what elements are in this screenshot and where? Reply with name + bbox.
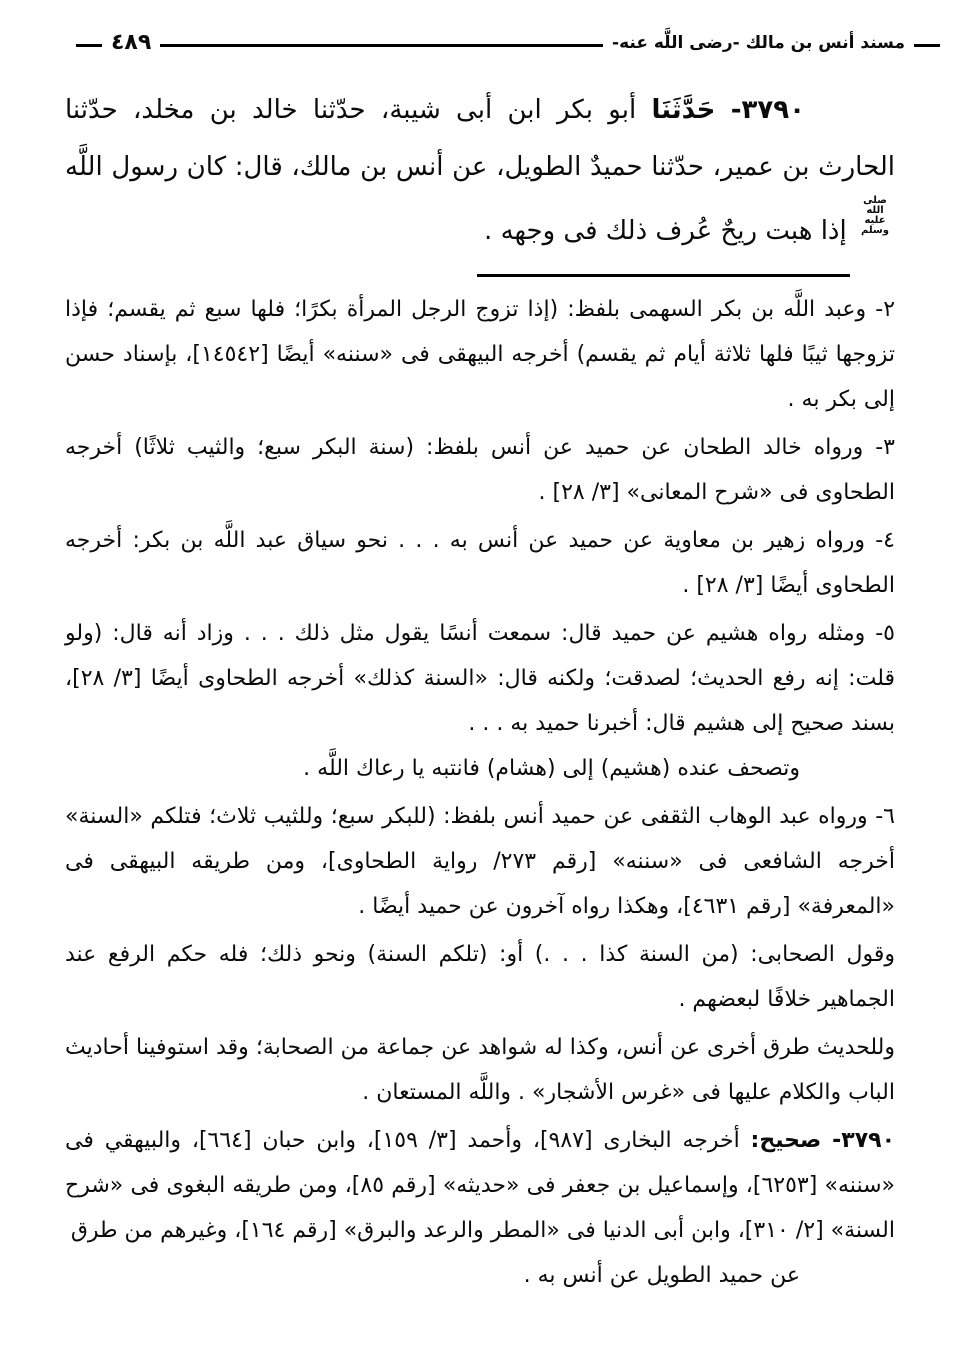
takhrij-last-line: عن حميد الطويل عن أنس به . [523,1263,800,1288]
hadith-opener: حَدَّثَنَا [651,95,716,125]
takhrij-grade-sahih: صحيح: [750,1128,822,1153]
page-content [0,82,960,1298]
footnote-number: ٥- [875,621,895,646]
footnote-text: وعبد اللَّه بن بكر السهمى بلفظ: (إذا تزوج الرجل المرأة بكرًا؛ فلها سبع ثم يقسم؛ فإذا تزوجها ثيبًا فلها ثلاثة أيام ثم يقسم) أخرجه البيهقى فى «سننه» أيضًا [١٤٥٤٢]، بإسناد حسن إلى بكر به . [65,297,895,412]
header-dash-left [76,44,102,47]
hadith-number: ٣٧٩٠- [730,95,805,125]
footnote-number: ٦- [875,804,895,829]
hadith-matn-text: إذا هبت ريحٌ عُرف ذلك فى وجهه . [484,216,847,246]
running-header [0,0,960,58]
footnote-number: ٢- [875,297,896,322]
prophet-honorific-mark: صلى الله عليه وسلم [861,195,889,236]
footnote-text: وللحديث طرق أخرى عن أنس، وكذا له شواهد عن جماعة من الصحابة؛ وقد استوفينا أحاديث الباب والكلام عليها فى «غرس الأشجار» . واللَّه المستعان . [65,1035,895,1105]
footnote-text: ومثله رواه هشيم عن حميد قال: سمعت أنسًا يقول مثل ذلك . . . وزاد أنه قال: (ولو قلت: إنه رفع الحديث؛ لصدقت؛ ولكنه قال: «السنة كذلك» أخرجه الطحاوى أيضًا [٣/ ٢٨]، بسند صحيح إلى هشيم قال: أخبرنا حميد به . . . [65,621,895,736]
footnote-item-3 [65,425,895,515]
footnote-text: ورواه زهير بن معاوية عن حميد عن أنس به . . . نحو سياق عبد اللَّه بن بكر: أخرجه الطحاوى أيضًا [٣/ ٢٨] . [65,528,895,598]
footnotes-section [65,287,895,1298]
footnote-text: ورواه عبد الوهاب الثقفى عن حميد أنس بلفظ: (للبكر سبع؛ وللثيب ثلاث؛ فتلكم «السنة» أخرجه الشافعى فى «سننه» [رقم ٢٧٣/ رواية الطحاوى]، ومن طريقه البيهقى فى «المعرفة» [رقم ٤٦٣١]، وهكذا رواه آخرون عن حميد أيضًا . [65,804,895,919]
footnote-item-2 [65,287,895,422]
footnote-item-4 [65,518,895,608]
footnote-number: ٤- [875,528,895,553]
takhrij-hadith-number: ٣٧٩٠- [832,1128,895,1153]
header-dash-right [914,44,940,47]
footnote-paragraph-companion-saying [65,932,895,1022]
footnote-text: وقول الصحابى: (من السنة كذا . . .) أو: (تلكم السنة) ونحو ذلك؛ فله حكم الرفع عند الجماهير خلافًا لبعضهم . [65,942,895,1012]
hadith-isnad-text: أبو بكر ابن أبى شيبة، حدّثنا خالد بن مخلد، حدّثنا الحارث بن عمير، حدّثنا حميدٌ الطويل، عن أنس بن مالك، قال: كان رسول اللَّه [65,95,895,182]
footnote-continuation-line: وتصحف عنده (هشيم) إلى (هشام) فانتبه يا رعاك اللَّه . [303,756,800,781]
footnote-item-6 [65,794,895,929]
takhrij-text: أخرجه البخارى [٩٨٧]، وأحمد [٣/ ١٥٩]، وابن حبان [٦٦٤]، والبيهقي فى «سننه» [٦٢٥٣]، وإسماعيل بن جعفر فى «حديثه» [رقم ٨٥]، ومن طريقه البغوى فى «شرح السنة» [٢/ ٣١٠]، وابن أبى الدنيا فى «المطر والرعد والبرق» [رقم ١٦٤]، وغيرهم من طرق [65,1128,895,1243]
footnote-separator [477,274,850,277]
footnote-item-5 [65,611,895,791]
hadith-paragraph [65,82,895,260]
running-head-title: مسند أنس بن مالك -رضى اللَّه عنه- [612,32,905,53]
footnote-text: ورواه خالد الطحان عن حميد عن أنس بلفظ: (سنة البكر سبع؛ والثيب ثلاثًا) أخرجه الطحاوى فى «شرح المعانى» [٣/ ٢٨] . [65,435,895,505]
footnote-paragraph-other-routes [65,1025,895,1115]
header-rule-line [160,44,603,47]
takhrij-entry-3790 [65,1118,895,1298]
page-number: ٤٨٩ [111,30,152,55]
footnote-number: ٣- [875,435,895,460]
